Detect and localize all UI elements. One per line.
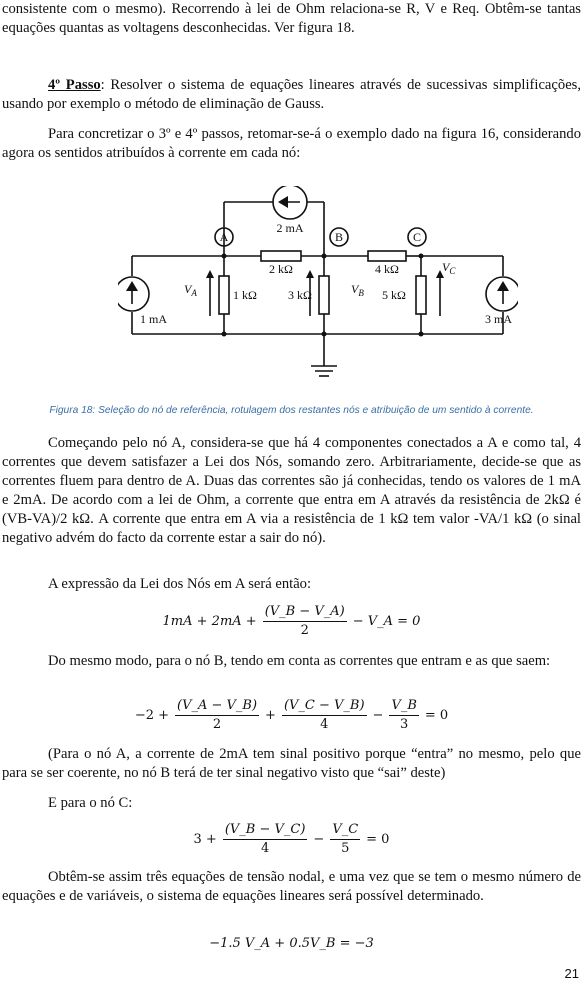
r-5k-label: 5 kΩ [382, 288, 406, 302]
paragraph-node-a-text: Começando pelo nó A, considera-se que há 4 componentes conectados a A e como tal, 4 correntes que devem satisfazer a Lei dos Nós, somando zero. Arbitrariamente, decide-se que as correntes fluem para dentro de A. Duas das correntes são já conhecidas, tendo os valores de 1 mA e 2mA. De acordo com a lei de Ohm, a corrente que entra em A através da resistência de 2kΩ é (VB-VA)/2 kΩ. A corrente que entra em A via a resistência de 1 kΩ tem valor -VA/1 kΩ (o sinal negativo advém do facto da corrente estar a sair do nó). [2, 435, 581, 546]
equation-node-c [0, 821, 583, 858]
paragraph-sign-note [2, 745, 581, 783]
equation-node-b [0, 697, 583, 734]
eq-b-n2: (V_C − V_B) [282, 697, 367, 716]
eq-c-d2: 5 [341, 841, 350, 856]
equation-final [0, 936, 583, 951]
source-2ma-label: 2 mA [276, 221, 304, 235]
node-a-label: A [219, 230, 229, 244]
paragraph-conclusion [2, 868, 581, 906]
paragraph-node-b-text: Do mesmo modo, para o nó B, tendo em conta as correntes que entram e as que saem: [48, 653, 551, 669]
node-b-label: B [334, 230, 344, 244]
va-label: V [184, 282, 192, 296]
r-4k-label: 4 kΩ [375, 262, 399, 276]
r-2k-label: 2 kΩ [269, 262, 293, 276]
paragraph-node-c-text: E para o nó C: [48, 795, 133, 811]
node-c-label: C [412, 230, 422, 244]
eq-c-d1: 4 [260, 841, 270, 856]
page-number: 21 [564, 966, 579, 981]
vc-sub: C [449, 266, 456, 276]
step4-text: : Resolver o sistema de equações lineares através de sucessivas simplificações, usando por exemplo o método de eliminação de Gauss. [2, 77, 581, 112]
eq-b-t4: = 0 [424, 708, 449, 723]
paragraph-step4 [2, 76, 581, 114]
svg-text:VC [442, 260, 456, 276]
paragraph-figure-intro [2, 125, 581, 163]
circuit-diagram [118, 186, 518, 392]
r-1k-label: 1 kΩ [233, 288, 257, 302]
paragraph-expression-text: A expressão da Lei dos Nós em A será então: [48, 576, 312, 592]
eq-c-n2: V_C [330, 821, 360, 840]
va-sub: A [191, 288, 197, 298]
source-1ma-label: 1 mA [140, 312, 167, 326]
paragraph-node-c [2, 794, 581, 813]
eq-final-text: −1.5 V_A + 0.5V_B = −3 [209, 936, 374, 951]
paragraph-node-a [2, 434, 581, 548]
paragraph-intro [2, 0, 581, 38]
eq-b-d3: 3 [400, 717, 409, 732]
resistor-5k [416, 276, 426, 314]
eq-b-d1: 2 [212, 717, 222, 732]
figure-caption: Figura 18: Seleção do nó de referência, rotulagem dos restantes nós e atribuição de um sentido à corrente. [49, 405, 534, 416]
vb-sub: B [358, 288, 364, 298]
eq-c-t2: − [313, 832, 325, 847]
step4-label: 4º Passo [48, 77, 101, 93]
r-3k-label: 3 kΩ [288, 288, 312, 302]
paragraph-figure-intro-text: Para concretizar o 3º e 4º passos, retomar-se-á o exemplo dado na figura 16, considerando agora os sentidos atribuídos à corrente em cada nó: [2, 126, 581, 161]
vc-label: V [442, 260, 450, 274]
source-3ma-label: 3 mA [485, 312, 512, 326]
eq-b-t1: −2 + [134, 708, 170, 723]
svg-text:VB [351, 282, 364, 298]
eq-b-n1: (V_A − V_B) [175, 697, 259, 716]
resistor-3k [319, 276, 329, 314]
paragraph-intro-text: consistente com o mesmo). Recorrendo à lei de Ohm relaciona-se R, V e Req. Obtêm-se tantas equações quantas as voltagens desconhecidas. Ver figura 18. [2, 1, 581, 36]
resistor-2k [261, 251, 301, 261]
eq-b-t2: + [265, 708, 276, 723]
svg-text:VA [184, 282, 197, 298]
paragraph-conclusion-text: Obtêm-se assim três equações de tensão nodal, e uma vez que se tem o mesmo número de equações e de variáveis, o sistema de equações lineares será possível determinado. [2, 869, 581, 904]
paragraph-sign-note-text: (Para o nó A, a corrente de 2mA tem sinal positivo porque “entra” no mesmo, pelo que para se ser coerente, no nó B terá de ter sinal negativo visto que “sai” deste) [2, 746, 581, 781]
eq-b-d2: 4 [320, 717, 329, 732]
eq-c-t1: 3 + [193, 832, 217, 847]
eq-a-right: − V_A = 0 [352, 614, 421, 629]
resistor-1k [219, 276, 229, 314]
eq-a-num: (V_B − V_A) [263, 603, 347, 622]
eq-c-t3: = 0 [366, 832, 390, 847]
paragraph-node-b [2, 652, 581, 671]
paragraph-expression [2, 575, 581, 594]
eq-a-den: 2 [300, 623, 309, 638]
eq-c-n1: (V_B − V_C) [223, 821, 308, 840]
eq-b-n3: V_B [389, 697, 418, 716]
equation-node-a [0, 603, 583, 640]
resistor-4k [368, 251, 406, 261]
eq-b-t3: − [372, 708, 384, 723]
eq-a-left: 1mA + 2mA + [162, 614, 257, 629]
vb-label: V [351, 282, 359, 296]
